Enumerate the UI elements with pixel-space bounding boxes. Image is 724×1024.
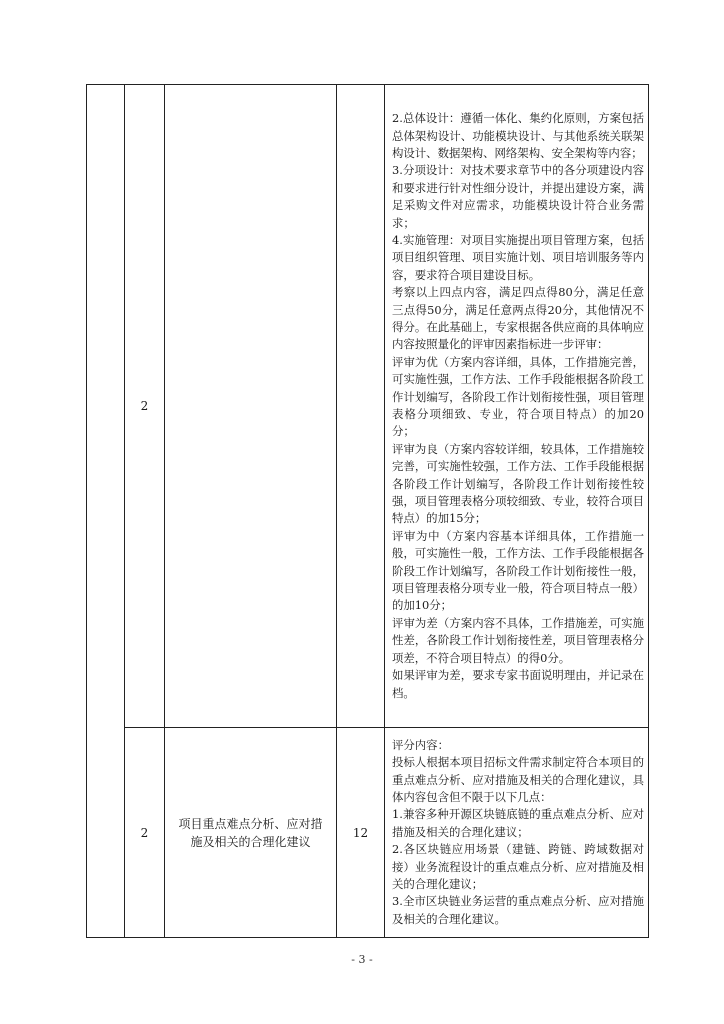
criteria-paragraph: 考察以上四点内容，满足四点得80分，满足任意三点得50分，满足任意两点得20分，其他情况不得分。在此基础上，专家根据各供应商的具体响应内容按照量化的评审因素指标进一步评审： [392, 285, 644, 352]
criteria-paragraph: 2.各区块链应用场景（建链、跨链、跨域数据对接）业务流程设计的重点难点分析、应对措施及相关的合理化建议； [392, 842, 644, 892]
criteria-paragraph: 评审为中（方案内容基本详细具体，工作措施一般，可实施性一般，工作方法、工作手段能根据各阶段工作计划编写，各阶段工作计划衔接性一般，项目管理表格分项专业一般，符合项目特点一般）的加10分； [392, 528, 644, 613]
item-name-cell: 项目重点难点分析、应对措施及相关的合理化建议 [165, 728, 337, 938]
page-number: - 3 - [351, 953, 373, 966]
criteria-paragraph: 3.全市区块链业务运营的重点难点分析、应对措施及相关的合理化建议。 [392, 894, 644, 926]
index-cell: 2 [125, 728, 165, 938]
index-cell: 2 [125, 85, 165, 728]
criteria-paragraph: 2.总体设计：遵循一体化、集约化原则，方案包括总体架构设计、功能模块设计、与其他系统关联架构设计、数据架构、网络架构、安全架构等内容； [392, 111, 644, 160]
criteria-paragraph: 评审为优（方案内容详细，具体，工作措施完善，可实施性强，工作方法、工作手段能根据各阶段工作计划编写，各阶段工作计划衔接性强，项目管理表格分项细致、专业，符合项目特点）的加20分； [392, 354, 644, 439]
criteria-paragraph: 4.实施管理：对项目实施提出项目管理方案，包括项目组织管理、项目实施计划、项目培训服务等内容，要求符合项目建设目标。 [392, 232, 644, 282]
score-cell [337, 85, 385, 728]
scoring-table [86, 84, 649, 938]
criteria-cell [385, 85, 649, 728]
criteria-paragraph: 如果评审为差，要求专家书面说明理由，并记录在档。 [392, 668, 644, 700]
criteria-cell [385, 728, 649, 938]
table-row [87, 728, 649, 938]
criteria-paragraph: 1.兼容多种开源区块链底链的重点难点分析、应对措施及相关的合理化建议； [392, 807, 644, 839]
criteria-paragraph: 评审为差（方案内容不具体，工作措施差，可实施性差，各阶段工作计划衔接性差，项目管理表格分项差，不符合项目特点）的得0分。 [392, 615, 644, 665]
criteria-paragraph: 3.分项设计：对技术要求章节中的各分项建设内容和要求进行针对性细分设计，并提出建设方案，满足采购文件对应需求，功能模块设计符合业务需求； [392, 163, 644, 230]
score-cell: 12 [337, 728, 385, 938]
category-cell [87, 85, 125, 938]
criteria-paragraph: 评审为良（方案内容较详细，较具体，工作措施较完善，可实施性较强，工作方法、工作手段能根据各阶段工作计划编写，各阶段工作计划衔接性较强，项目管理表格分项较细致、专业，较符合项目特点）的加15分； [392, 441, 644, 526]
criteria-paragraph: 评分内容： [392, 737, 449, 752]
table-row [87, 85, 649, 728]
item-name-cell [165, 85, 337, 728]
criteria-paragraph: 投标人根据本项目招标文件需求制定符合本项目的重点难点分析、应对措施及相关的合理化建议，具体内容包含但不限于以下几点： [392, 755, 644, 804]
